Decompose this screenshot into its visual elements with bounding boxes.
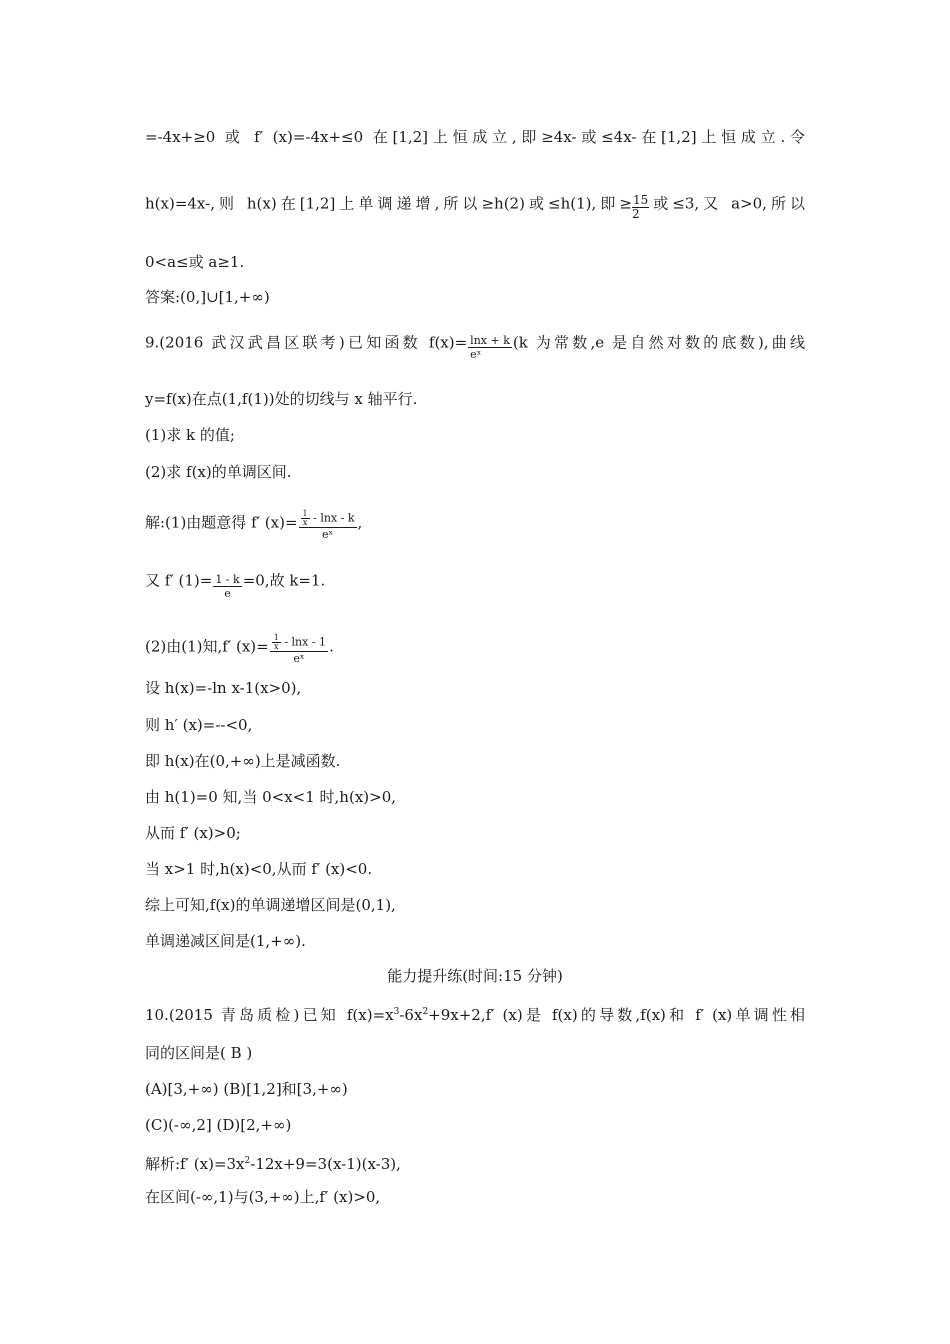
text-line <box>145 188 805 221</box>
text-segment: 或≤3,又 a>0,所以 <box>649 194 805 213</box>
problem-10-statement <box>145 1002 805 1025</box>
mini-numerator: 1 <box>273 633 279 642</box>
text-line: (1)求 k 的值; <box>145 426 235 444</box>
text-segment: h(x)=4x-,则 h(x)在[1,2]上单调递增,所以≥h(2)或≤h(1),即≥ <box>145 194 632 213</box>
text-line <box>145 1151 401 1174</box>
text-line <box>145 630 334 665</box>
text-line: 单调递减区间是(1,+∞). <box>145 932 306 950</box>
text-line: 0<a≤或 a≥1. <box>145 253 245 271</box>
section-heading: 能力提升练(时间:15 分钟) <box>387 967 563 985</box>
text-line: 在区间(-∞,1)与(3,+∞)上,f′ (x)>0, <box>145 1188 381 1206</box>
mini-fraction <box>272 634 281 651</box>
text-segment: +9x+2,f′ (x)是 f(x)的导数,f(x)和 f′ (x)单调性相 <box>428 1006 805 1024</box>
text-segment: -12x+9=3(x-1)(x-3), <box>250 1155 401 1173</box>
text-segment: 解:(1)由题意得 f′ (x)= <box>145 513 298 532</box>
fraction-numerator: 15 <box>632 193 649 207</box>
text-line: 设 h(x)=-ln x-1(x>0), <box>145 679 302 697</box>
mini-numerator: 1 <box>302 509 308 518</box>
mini-denominator: x <box>302 518 308 527</box>
text-segment: =0,故 k=1. <box>242 571 326 590</box>
text-line: 由 h(1)=0 知,当 0<x<1 时,h(x)>0, <box>145 788 397 806</box>
fraction <box>299 510 357 541</box>
text-line <box>145 563 325 600</box>
fraction <box>468 334 512 361</box>
text-line: 综上可知,f(x)的单调递增区间是(0,1), <box>145 896 396 914</box>
fraction-denominator: eˣ <box>470 348 482 361</box>
superscript: 3 <box>393 1007 400 1017</box>
fraction-denominator: e <box>224 587 231 600</box>
fraction <box>270 634 328 665</box>
fraction-denominator: eˣ <box>321 528 334 541</box>
answer-line: 答案:(0,]∪[1,+∞) <box>145 288 270 306</box>
text-segment: (k 为常数,e 是自然对数的底数),曲线 <box>512 333 805 352</box>
text-segment: -6x <box>399 1006 423 1024</box>
text-line: 即 h(x)在(0,+∞)上是减函数. <box>145 752 341 770</box>
text-segment: . <box>329 637 334 656</box>
text-line: 则 h′ (x)=--<0, <box>145 716 253 734</box>
mini-fraction <box>301 510 310 527</box>
text-segment: (2)由(1)知,f′ (x)= <box>145 637 269 656</box>
text-line: 同的区间是( B ) <box>145 1044 253 1062</box>
text-line <box>145 506 362 541</box>
option-line: (A)[3,+∞) (B)[1,2]和[3,+∞) <box>145 1080 348 1098</box>
text-line: 当 x>1 时,h(x)<0,从而 f′ (x)<0. <box>145 860 373 878</box>
text-line: y=f(x)在点(1,f(1))处的切线与 x 轴平行. <box>145 390 418 408</box>
text-segment: , <box>357 513 363 532</box>
text-line: =-4x+≥0 或 f′ (x)=-4x+≤0 在[1,2]上恒成立,即≥4x-或≤4x-在[1,2]上恒成立.令 <box>145 128 805 146</box>
fraction-numerator: lnx + k <box>470 334 510 347</box>
text-segment: 10.(2015 青岛质检)已知 f(x)=x <box>145 1006 394 1024</box>
text-line: (2)求 f(x)的单调区间. <box>145 463 292 481</box>
text-segment: 又 f′ (1)= <box>145 571 213 590</box>
fraction-denominator: eˣ <box>293 652 305 665</box>
fraction-denominator: 2 <box>631 207 640 221</box>
superscript: 2 <box>422 1007 429 1017</box>
fraction <box>632 194 649 221</box>
numerator-text: - lnx - k <box>309 511 355 525</box>
text-segment: 解析:f′ (x)=3x <box>145 1155 245 1173</box>
numerator-text: - lnx - 1 <box>280 635 327 649</box>
mini-denominator: x <box>274 642 279 651</box>
text-line: 从而 f′ (x)>0; <box>145 824 241 842</box>
fraction-numerator <box>299 510 357 528</box>
option-line: (C)(-∞,2] (D)[2,+∞) <box>145 1116 292 1134</box>
fraction-numerator: 1 - k <box>215 573 240 586</box>
fraction-numerator <box>270 634 328 652</box>
superscript: 2 <box>244 1156 251 1166</box>
text-segment: 9.(2016 武汉武昌区联考)已知函数 f(x)= <box>145 333 468 352</box>
problem-9-statement <box>145 326 805 361</box>
fraction <box>213 573 241 600</box>
